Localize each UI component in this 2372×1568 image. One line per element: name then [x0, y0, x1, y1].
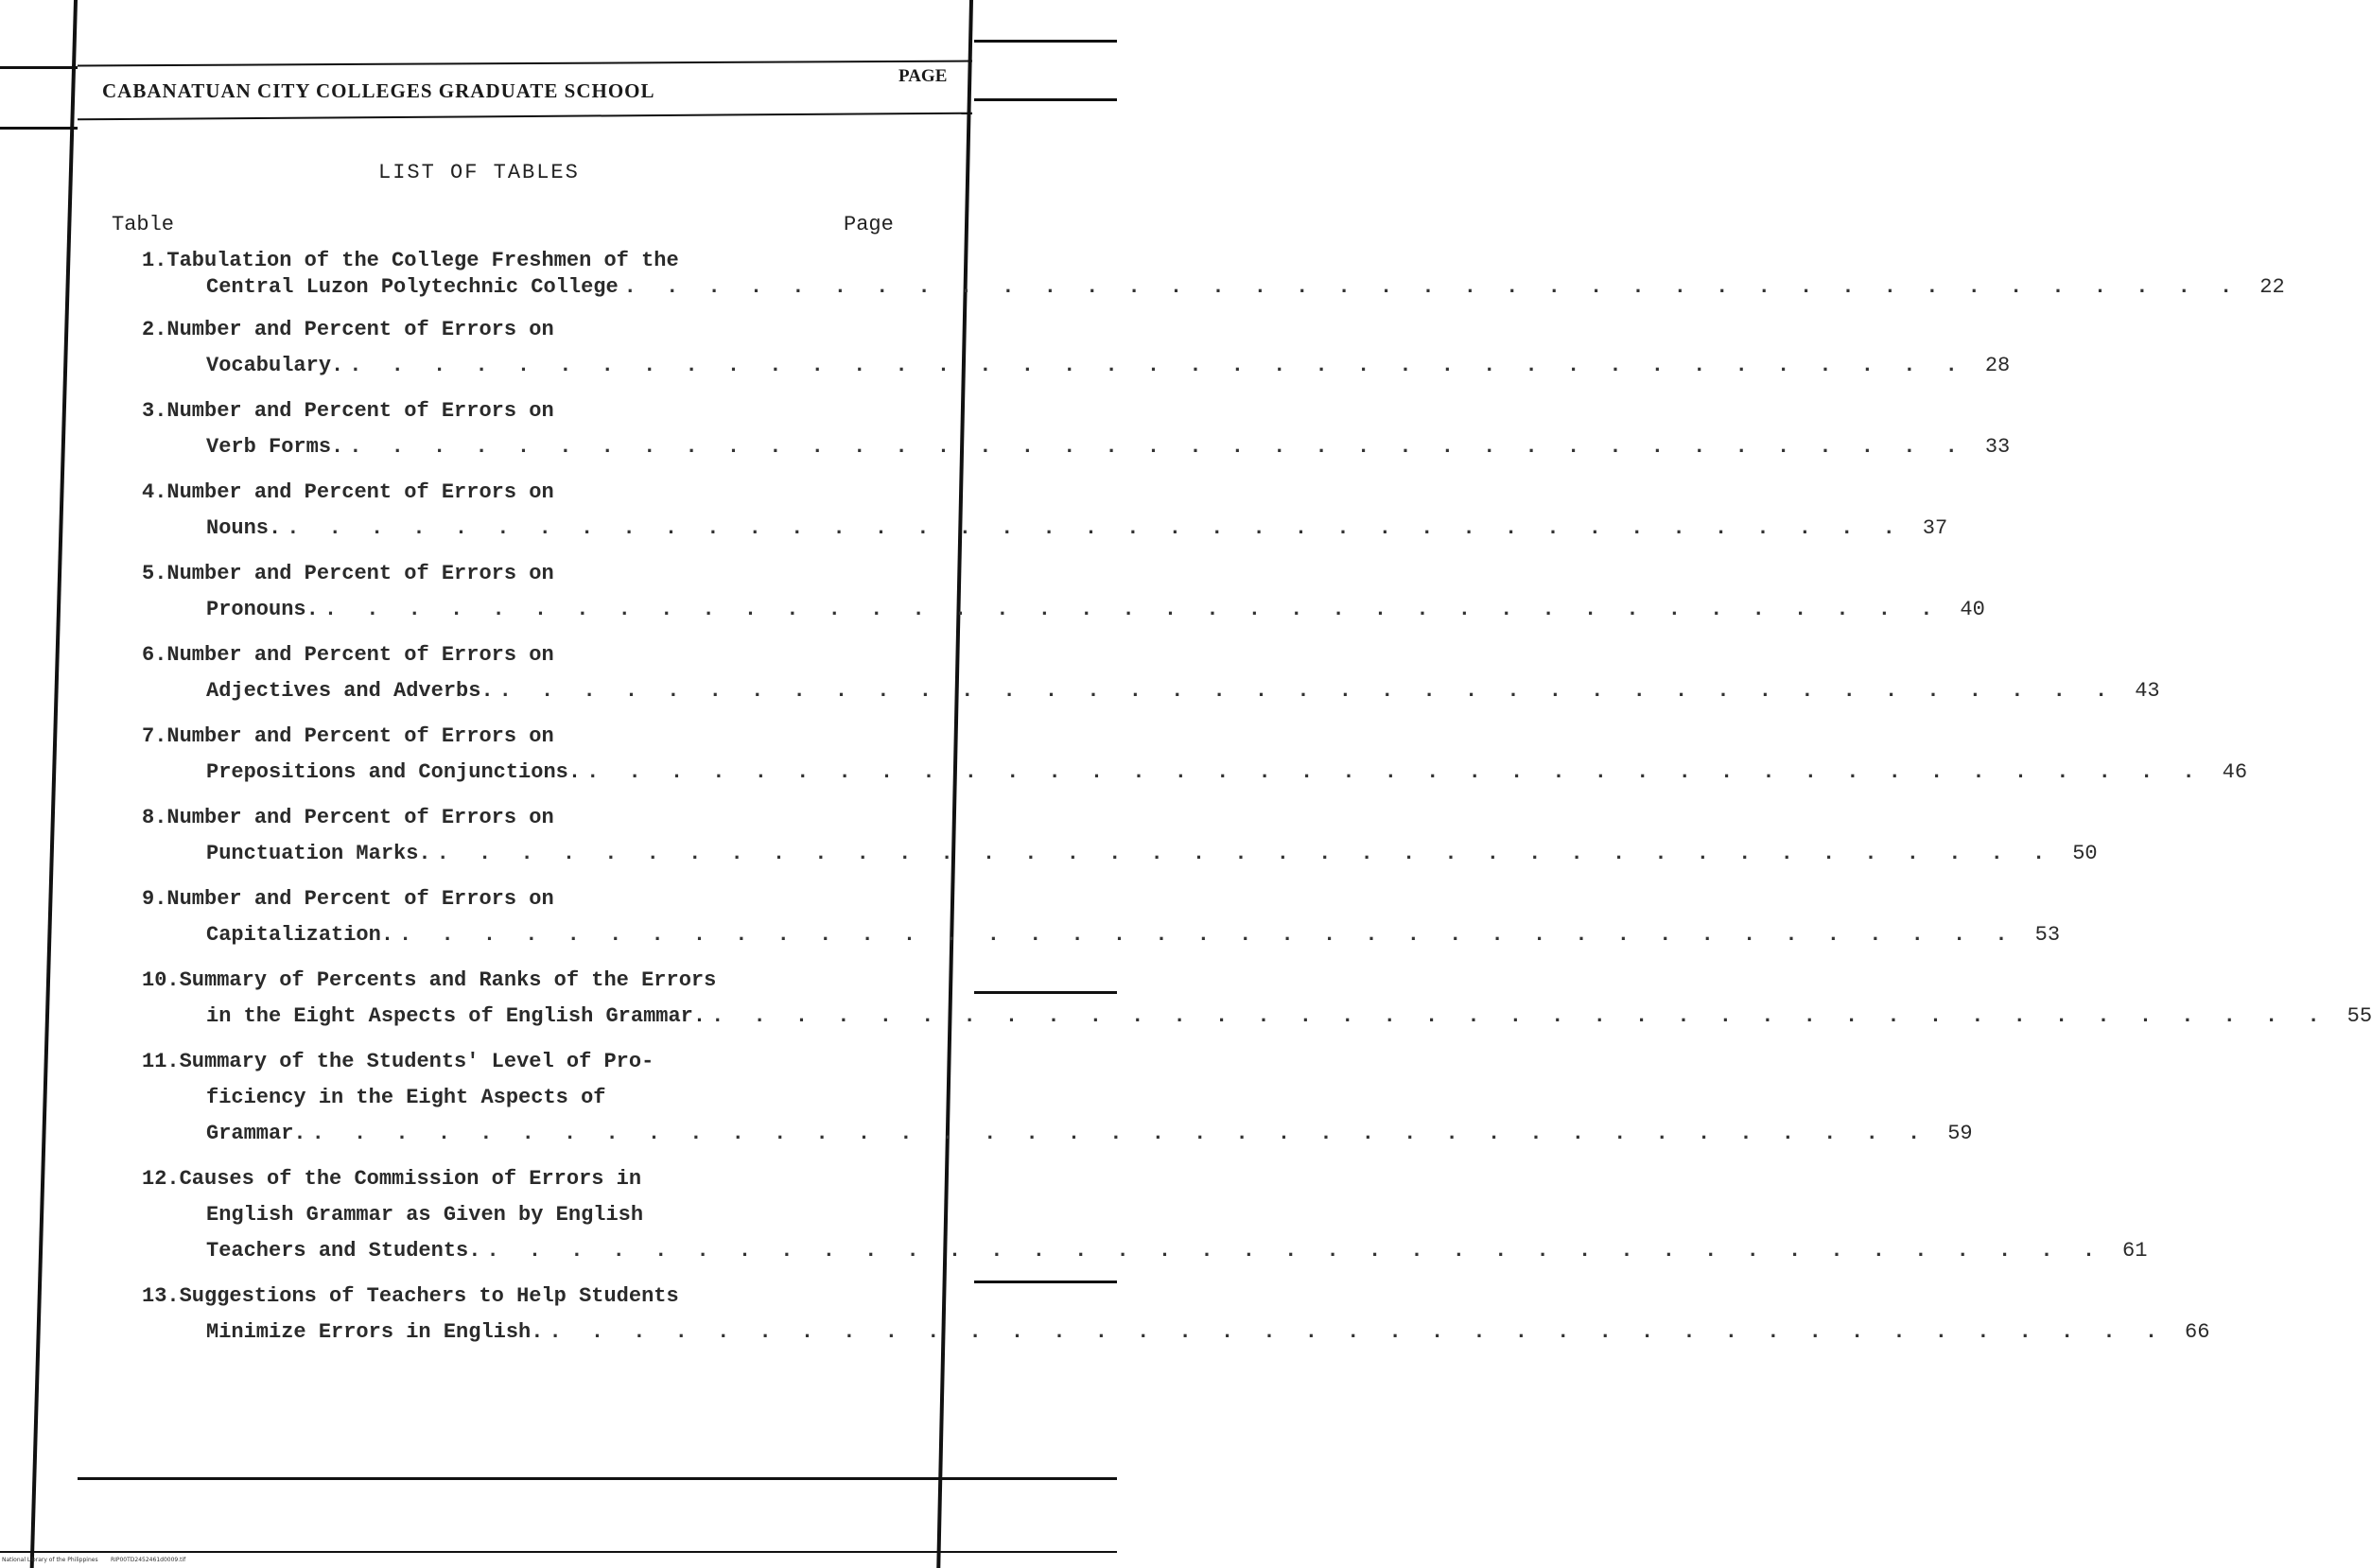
entry-line — [142, 1197, 917, 1233]
header-bottom-rule — [78, 113, 972, 121]
leader-dots: . . . . . . . . . . . . . . . . . . . . . . . . . . . . . . . . . . . . . . . — [311, 1122, 1929, 1145]
entry-page-number: 46 — [2222, 760, 2248, 784]
entry-line — [142, 511, 1948, 547]
entry-line — [142, 556, 917, 592]
column-header-page: Page — [844, 213, 894, 236]
entry-line — [142, 755, 2248, 791]
entry-title: Number and Percent of Errors on — [166, 399, 554, 423]
entry-number: 10. — [142, 968, 180, 992]
right-margin-rule-top — [974, 40, 1117, 43]
right-margin-rule-3 — [974, 991, 1117, 994]
entry-page-number: 28 — [1984, 354, 2011, 377]
list-item — [142, 312, 2011, 384]
entry-line — [142, 1044, 917, 1080]
entry-line — [142, 592, 1985, 628]
entry-line — [142, 248, 917, 274]
column-header-table: Table — [112, 213, 175, 236]
list-item — [142, 637, 2160, 709]
entry-title: Number and Percent of Errors on — [166, 480, 554, 504]
entry-line — [142, 312, 917, 348]
right-margin-rule-4 — [974, 1281, 1117, 1283]
entry-line — [142, 1315, 2210, 1350]
entry-number: 4. — [142, 480, 167, 504]
frame-left-rule — [30, 0, 78, 1568]
entry-title-cont: Capitalization. — [206, 923, 394, 947]
page-label: PAGE — [898, 66, 948, 86]
entry-page-number: 59 — [1947, 1122, 1973, 1145]
footer-source-text: National Library of the Philippines — [2, 1557, 98, 1563]
entry-title: Causes of the Commission of Errors in — [179, 1167, 642, 1191]
header-top-rule-main — [78, 61, 972, 67]
leader-dots: . . . . . . . . . . . . . . . . . . . . . . . . . . . . . . . . . . . . . . . — [436, 842, 2054, 865]
header-bottom-rule-left — [0, 127, 78, 130]
entry-line — [142, 1161, 917, 1197]
entry-number: 11. — [142, 1050, 180, 1073]
list-item — [142, 1044, 1973, 1152]
entry-line — [142, 881, 917, 917]
entry-number: 7. — [142, 724, 167, 748]
entry-title-cont: ficiency in the Eight Aspects of — [206, 1086, 606, 1109]
leader-dots: . . . . . . . . . . . . . . . . . . . . . . . . . . . . . . . . . . . . . . . — [586, 760, 2204, 784]
entry-number: 3. — [142, 399, 167, 423]
leader-dots: . . . . . . . . . . . . . . . . . . . . . . . . . . . . . . . . . . . . . . . — [349, 435, 1966, 459]
entry-number: 1. — [142, 249, 167, 272]
leader-dots: . . . . . . . . . . . . . . . . . . . . . . . . . . . . . . . . . . . . . . . — [711, 1004, 2328, 1028]
entry-page-number: 50 — [2072, 842, 2098, 865]
entry-page-number: 53 — [2034, 923, 2061, 947]
entry-line — [142, 800, 917, 836]
entry-title: Number and Percent of Errors on — [166, 643, 554, 667]
entry-page-number: 37 — [1922, 516, 1948, 540]
entry-line — [142, 429, 2011, 465]
leader-dots: . . . . . . . . . . . . . . . . . . . . . . . . . . . . . . . . . . . . . . . — [623, 275, 2241, 299]
list-item — [142, 556, 1985, 628]
leader-dots: . . . . . . . . . . . . . . . . . . . . . . . . . . . . . . . . . . . . . . . — [349, 354, 1966, 377]
entry-line — [142, 1080, 917, 1116]
institution-header: CABANATUAN CITY COLLEGES GRADUATE SCHOOL — [102, 79, 655, 102]
list-item — [142, 1279, 2210, 1350]
entry-title-cont: Vocabulary. — [206, 354, 344, 377]
entry-title: Number and Percent of Errors on — [166, 887, 554, 911]
entry-title-cont: Prepositions and Conjunctions. — [206, 760, 582, 784]
right-margin-rule-2 — [974, 98, 1117, 101]
entry-title-cont: Pronouns. — [206, 598, 319, 621]
entry-title-cont: English Grammar as Given by English — [206, 1203, 644, 1227]
entry-line — [142, 393, 917, 429]
entry-line — [142, 963, 917, 999]
footer-source — [2, 1557, 185, 1563]
table-list — [142, 248, 2372, 1360]
entry-title-cont: Minimize Errors in English. — [206, 1320, 544, 1344]
leader-dots: . . . . . . . . . . . . . . . . . . . . . . . . . . . . . . . . . . . . . . . — [486, 1239, 2104, 1263]
entry-page-number: 66 — [2185, 1320, 2210, 1344]
list-item — [142, 1161, 2148, 1269]
list-item — [142, 248, 2285, 301]
entry-title-cont: Grammar. — [206, 1122, 306, 1145]
entry-title: Suggestions of Teachers to Help Students — [179, 1284, 679, 1308]
entry-page-number: 55 — [2346, 1004, 2372, 1028]
entry-line — [142, 999, 2372, 1035]
entry-line — [142, 836, 2098, 872]
entry-title-cont: Teachers and Students. — [206, 1239, 481, 1263]
entry-number: 12. — [142, 1167, 180, 1191]
entry-number: 2. — [142, 318, 167, 341]
entry-line — [142, 917, 2061, 953]
entry-number: 6. — [142, 643, 167, 667]
list-item — [142, 719, 2248, 791]
leader-dots: . . . . . . . . . . . . . . . . . . . . . . . . . . . . . . . . . . . . . . . — [549, 1320, 2167, 1344]
list-item — [142, 475, 1948, 547]
entry-line — [142, 1233, 2148, 1269]
entry-title: Summary of Percents and Ranks of the Errors — [179, 968, 717, 992]
entry-title: Number and Percent of Errors on — [166, 806, 554, 829]
footer-file-id: RIP00TD2452461d0009.tif — [110, 1557, 186, 1563]
entry-title-cont: Nouns. — [206, 516, 282, 540]
entry-page-number: 43 — [2135, 679, 2160, 703]
leader-dots: . . . . . . . . . . . . . . . . . . . . . . . . . . . . . . . . . . . . . . . — [323, 598, 1942, 621]
entry-line — [142, 637, 917, 673]
entry-title-cont: Adjectives and Adverbs. — [206, 679, 494, 703]
entry-title-cont: in the Eight Aspects of English Grammar. — [206, 1004, 706, 1028]
entry-number: 9. — [142, 887, 167, 911]
entry-title: Number and Percent of Errors on — [166, 562, 554, 585]
leader-dots: . . . . . . . . . . . . . . . . . . . . . . . . . . . . . . . . . . . . . . . — [399, 923, 2016, 947]
entry-line — [142, 1279, 917, 1315]
entry-title: Tabulation of the College Freshmen of the — [166, 249, 679, 272]
entry-line — [142, 475, 917, 511]
entry-page-number: 33 — [1984, 435, 2011, 459]
entry-title: Number and Percent of Errors on — [166, 724, 554, 748]
list-item — [142, 881, 2061, 953]
entry-title: Summary of the Students' Level of Pro- — [179, 1050, 654, 1073]
list-item — [142, 963, 2372, 1035]
entry-title-cont: Verb Forms. — [206, 435, 344, 459]
list-item — [142, 800, 2098, 872]
entry-number: 8. — [142, 806, 167, 829]
entry-title-cont: Punctuation Marks. — [206, 842, 431, 865]
entry-line — [142, 348, 2011, 384]
entry-page-number: 40 — [1960, 598, 1985, 621]
entry-line — [142, 719, 917, 755]
list-item — [142, 393, 2011, 465]
entry-page-number: 61 — [2122, 1239, 2148, 1263]
page-title: LIST OF TABLES — [378, 161, 580, 184]
page-bottom-rule — [0, 1551, 1117, 1553]
entry-page-number: 22 — [2259, 275, 2285, 299]
entry-number: 5. — [142, 562, 167, 585]
header-top-rule — [0, 66, 78, 69]
entry-line — [142, 274, 2285, 301]
leader-dots: . . . . . . . . . . . . . . . . . . . . . . . . . . . . . . . . . . . . . . . — [498, 679, 2117, 703]
entry-title: Number and Percent of Errors on — [166, 318, 554, 341]
entry-number: 13. — [142, 1284, 180, 1308]
entry-title-cont: Central Luzon Polytechnic College — [206, 275, 619, 299]
bottom-rule — [78, 1477, 1117, 1480]
entry-line — [142, 673, 2160, 709]
entry-line — [142, 1116, 1973, 1152]
leader-dots: . . . . . . . . . . . . . . . . . . . . . . . . . . . . . . . . . . . . . . . — [287, 516, 1904, 540]
